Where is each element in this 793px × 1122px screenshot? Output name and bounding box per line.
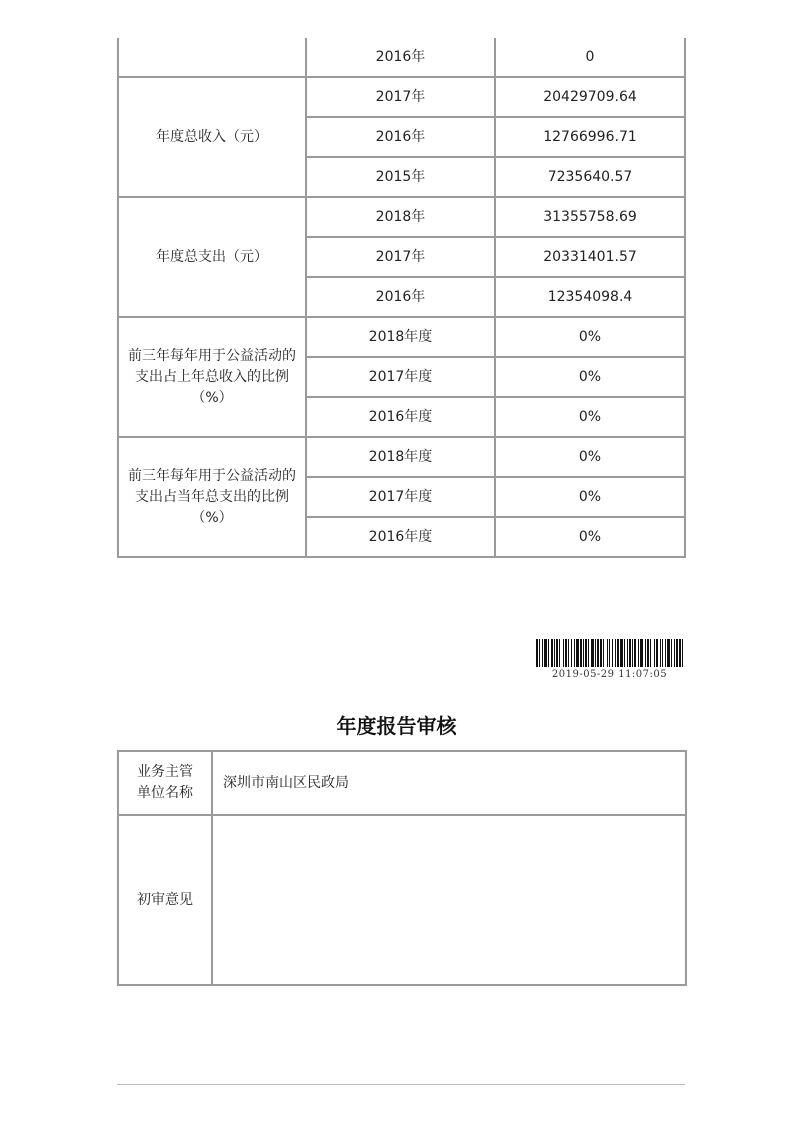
year-cell: 2017年 xyxy=(306,77,495,117)
value-cell: 0 xyxy=(495,38,685,77)
value-cell: 31355758.69 xyxy=(495,197,685,237)
year-cell: 2017年度 xyxy=(306,477,495,517)
review-section-title: 年度报告审核 xyxy=(336,714,457,738)
year-cell: 2017年 xyxy=(306,237,495,277)
barcode-image xyxy=(536,639,683,667)
table-row xyxy=(118,437,685,477)
value-cell: 0% xyxy=(495,517,685,557)
year-cell: 2016年度 xyxy=(306,517,495,557)
table-row xyxy=(118,77,685,117)
finance-table xyxy=(117,38,686,558)
value-cell: 12354098.4 xyxy=(495,277,685,317)
value-cell: 0% xyxy=(495,317,685,357)
ratio-prev-income-label: 前三年每年用于公益活动的支出占上年总收入的比例（%） xyxy=(118,317,306,437)
table-row xyxy=(118,38,685,77)
value-cell: 20429709.64 xyxy=(495,77,685,117)
year-cell: 2015年 xyxy=(306,157,495,197)
review-table xyxy=(117,750,687,986)
supervisor-label xyxy=(118,751,212,815)
expense-label: 年度总支出（元） xyxy=(118,197,306,317)
supervisor-label-text: 业务主管单位名称 xyxy=(137,764,193,801)
opinion-label: 初审意见 xyxy=(118,815,212,985)
table-row xyxy=(118,197,685,237)
value-cell: 12766996.71 xyxy=(495,117,685,157)
empty-label-cell xyxy=(118,38,306,77)
year-cell: 2016年 xyxy=(306,277,495,317)
table-row xyxy=(118,751,686,815)
income-label: 年度总收入（元） xyxy=(118,77,306,197)
opinion-value xyxy=(212,815,686,985)
ratio-curr-expense-label: 前三年每年用于公益活动的支出占当年总支出的比例（%） xyxy=(118,437,306,557)
value-cell: 20331401.57 xyxy=(495,237,685,277)
year-cell: 2016年 xyxy=(306,117,495,157)
year-cell: 2018年度 xyxy=(306,437,495,477)
value-cell: 0% xyxy=(495,477,685,517)
value-cell: 7235640.57 xyxy=(495,157,685,197)
year-cell: 2016年 xyxy=(306,38,495,77)
value-cell: 0% xyxy=(495,437,685,477)
barcode-timestamp: 2019-05-29 11:07:05 xyxy=(551,669,668,680)
year-cell: 2016年度 xyxy=(306,397,495,437)
value-cell: 0% xyxy=(495,397,685,437)
year-cell: 2017年度 xyxy=(306,357,495,397)
year-cell: 2018年 xyxy=(306,197,495,237)
supervisor-value: 深圳市南山区民政局 xyxy=(212,751,686,815)
year-cell: 2018年度 xyxy=(306,317,495,357)
table-row xyxy=(118,317,685,357)
footer-divider xyxy=(117,1084,685,1085)
table-row xyxy=(118,815,686,985)
value-cell: 0% xyxy=(495,357,685,397)
